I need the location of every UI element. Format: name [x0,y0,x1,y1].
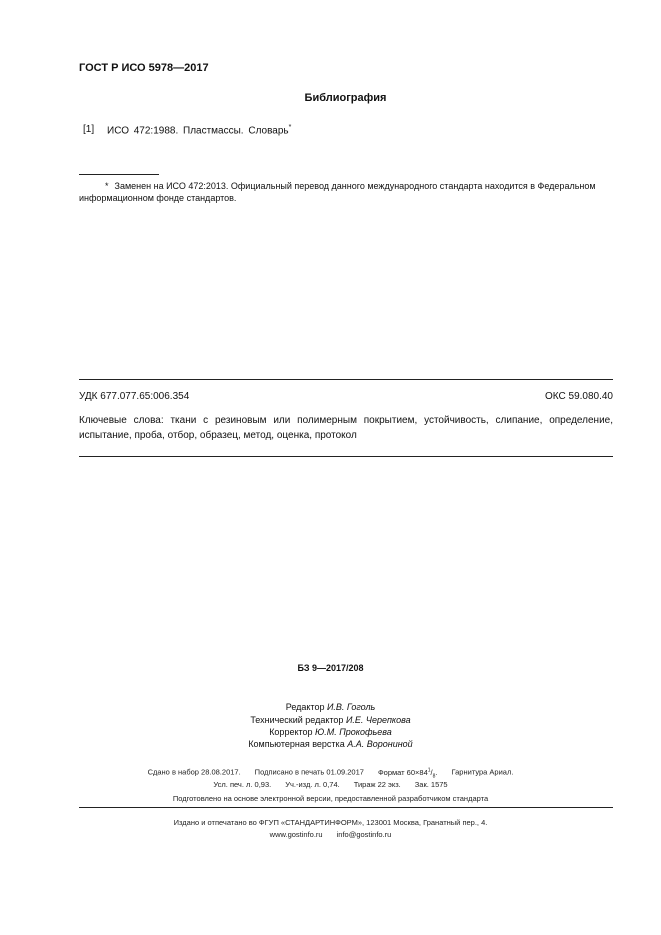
editor-name: И.В. Гоголь [326,702,376,712]
footnote-text: Заменен на ИСО 472:2013. Официальный перевод данного международного стандарта находится в Федеральном информационном фонде стандартов. [79,181,596,203]
reference-footnote-mark: * [288,124,292,131]
signed-date: Подписано в печать 01.09.2017 [254,767,364,777]
oks-code: ОКС 59.080.40 [545,391,613,402]
reference-entry [107,124,291,136]
udk-code: УДК 677.077.65:006.354 [79,391,190,402]
tech-editor-label: Технический редактор [250,715,344,725]
email-link[interactable]: info@gostinfo.ru [336,830,392,839]
corrector-name: Ю.М. Прокофьева [315,727,392,737]
corrector-label: Корректор [269,727,313,737]
print-details-line-2 [0,780,661,789]
editor-label: Редактор [285,702,325,712]
edit-sheets: Уч.-изд. л. 0,74. [285,780,340,789]
footnote-divider [79,174,159,175]
prepared-note: Подготовлено на основе электронной версии, предоставленной разработчиком стандарта [172,794,489,803]
reference-text: ИСО 472:1988. Пластмассы. Словарь [107,125,289,137]
bibliography-title: Библиография [304,92,387,104]
keywords: Ключевые слова: ткани с резиновым или полимерным покрытием, устойчивость, слипание, определение, испытание, проба, отбор, образец, метод, оценка, протокол [79,415,613,441]
set-date: Сдано в набор 28.08.2017. [147,767,241,777]
contacts [0,830,661,839]
print-run: Тираж 22 экз. [353,780,401,789]
footnote-mark: * [105,181,109,191]
layout-label: Компьютерная верстка [248,739,345,749]
tech-editor-name: И.Е. Черепкова [345,715,411,725]
reference-number: [1] [83,124,95,135]
bz-number: БЗ 9—2017/208 [297,663,364,673]
footnote [79,180,613,204]
website-link[interactable]: www.gostinfo.ru [269,830,323,839]
document-header: ГОСТ Р ИСО 5978—2017 [79,62,209,74]
font-info: Гарнитура Ариал. [451,767,514,777]
layout-name: А.А. Ворониной [347,739,413,749]
order-number: Зак. 1575 [414,780,448,789]
imprint-rule [79,807,613,808]
corrector-line [0,727,661,737]
print-details-line-1 [0,767,661,779]
publisher: Издано и отпечатано во ФГУП «СТАНДАРТИНФОРМ», 123001 Москва, Гранатный пер., 4. [173,818,488,827]
format: Формат $60\times 84^1/_8$. [377,767,438,779]
print-sheets: Усл. печ. л. 0,93. [213,780,272,789]
editor-line [0,702,661,712]
layout-line [0,739,661,749]
tech-editor-line [0,715,661,725]
top-rule [79,379,613,380]
bottom-rule [79,456,613,457]
